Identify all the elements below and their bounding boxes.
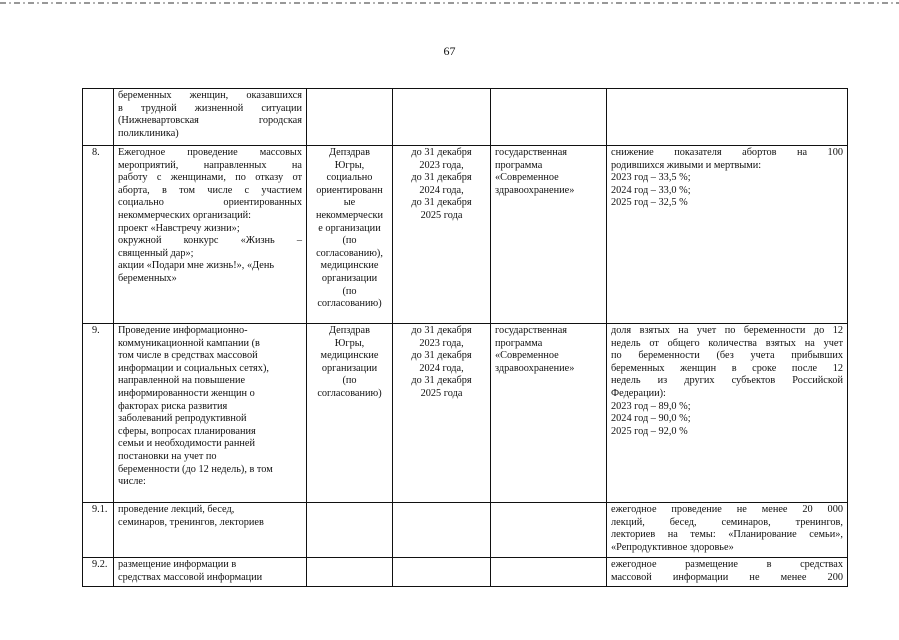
text-line: до 31 декабря	[411, 375, 472, 387]
text-line: ежегодное проведение не менее 20 000	[611, 504, 843, 515]
text-line: проведение лекций, бесед,	[118, 504, 235, 515]
text-line: семьи и необходимости ранней	[118, 438, 255, 450]
text-line: работу с женщинами, по отказу от	[118, 172, 302, 184]
text-line: социально	[326, 172, 373, 184]
result-cell	[607, 146, 848, 324]
text-line: до 31 декабря	[411, 172, 472, 184]
text-line: медицинские	[320, 350, 379, 362]
row-number-cell: 9.1.	[83, 503, 114, 558]
row-number-cell: 8.	[83, 146, 114, 324]
text-line: факторах риска развития	[118, 400, 228, 412]
text-line: 2023 года,	[419, 159, 464, 171]
text-line: родившихся живыми и мертвыми:	[611, 159, 762, 171]
text-line: ые	[343, 197, 356, 209]
text-line: программа	[495, 337, 543, 349]
result-cell	[607, 558, 848, 587]
text-line: некоммерчески	[315, 209, 384, 221]
row-number-cell: 9.2.	[83, 558, 114, 587]
text-line: доля взятых на учет по беременности до 12	[611, 325, 843, 336]
text-line: числе:	[118, 476, 146, 488]
program-cell	[491, 146, 607, 324]
measure-cell	[114, 558, 307, 587]
result-cell	[607, 89, 848, 146]
text-line: «Современное	[495, 350, 559, 362]
text-line: 2025 года	[420, 387, 463, 399]
program-cell	[491, 324, 607, 503]
table-row	[83, 89, 848, 146]
text-line: 2025 год – 32,5 %	[611, 197, 688, 209]
text-line: направленной на повышение	[118, 375, 246, 387]
result-cell	[607, 503, 848, 558]
measure-cell	[114, 89, 307, 146]
text-line: ежегодное размещение в средствах	[611, 559, 843, 570]
text-line: 2023 год – 89,0 %;	[611, 400, 691, 412]
row-number-cell: 9.	[83, 324, 114, 503]
text-line: акции «Подари мне жизнь!», «День	[118, 260, 275, 272]
text-line: здравоохранение»	[495, 184, 575, 196]
text-line: проект «Навстречу жизни»;	[118, 222, 240, 234]
text-line: 2024 год – 90,0 %;	[611, 413, 691, 425]
table-row	[83, 558, 848, 587]
text-line: 2024 год – 33,0 %;	[611, 184, 691, 196]
text-line: организации	[321, 362, 378, 374]
executor-cell	[307, 503, 393, 558]
text-line: 2025 год – 92,0 %	[611, 425, 688, 437]
page-number: 67	[443, 44, 456, 58]
text-line: по беременности (без учета прибывших	[611, 350, 843, 362]
text-line: Югры,	[334, 159, 365, 171]
text-line: медицинские	[320, 260, 379, 272]
text-line: заболеваний репродуктивной	[118, 413, 247, 425]
text-line: коммуникационной кампании (в	[118, 337, 260, 349]
executor-cell	[307, 558, 393, 587]
text-line: мероприятий, направленных на	[118, 159, 302, 171]
program-cell	[491, 503, 607, 558]
table-row	[83, 503, 848, 558]
text-line: священный дар»;	[118, 247, 194, 259]
deadline-cell	[393, 146, 491, 324]
measure-cell	[114, 503, 307, 558]
measure-cell	[114, 146, 307, 324]
text-line: до 31 декабря	[411, 197, 472, 209]
text-line: (по	[342, 285, 357, 297]
text-line: 2023 год – 33,5 %;	[611, 172, 691, 184]
table-row	[83, 146, 848, 324]
executor-cell	[307, 89, 393, 146]
text-line: до 31 декабря	[411, 147, 472, 158]
text-line: информации и социальных сетях),	[118, 362, 269, 374]
text-line: некоммерческих организаций:	[118, 209, 251, 221]
text-line: (по	[342, 235, 357, 247]
measure-cell	[114, 324, 307, 503]
text-line: программа	[495, 159, 543, 171]
measures-table-body	[83, 89, 848, 587]
text-line: 2024 года,	[419, 362, 464, 374]
text-line: согласованию)	[317, 298, 382, 310]
text-line: окружной конкурс «Жизнь –	[118, 235, 302, 247]
text-line: семинаров, тренингов, лекториев	[118, 516, 264, 528]
text-line: Югры,	[334, 337, 365, 349]
text-line: недель из других субъектов Российской	[611, 375, 843, 387]
text-line: аборта, в том числе с участием	[118, 184, 302, 196]
executor-cell	[307, 324, 393, 503]
text-line: поликлиника)	[118, 127, 179, 139]
text-line: до 31 декабря	[411, 350, 472, 362]
executor-cell	[307, 146, 393, 324]
text-line: социально ориентированных	[118, 197, 302, 209]
text-line: Ежегодное проведение массовых	[118, 147, 302, 158]
text-line: Проведение информационно-	[118, 325, 248, 336]
text-line: в трудной жизненной ситуации	[118, 102, 302, 114]
table-row	[83, 324, 848, 503]
text-line: 2024 года,	[419, 184, 464, 196]
text-line: «Современное	[495, 172, 559, 184]
text-line: беременных женщин, оказавшихся	[118, 90, 302, 101]
result-cell	[607, 324, 848, 503]
row-number-cell	[83, 89, 114, 146]
text-line: средствах массовой информации	[118, 571, 263, 583]
text-line: е организации	[318, 222, 381, 234]
text-line: снижение показателя абортов на 100	[611, 147, 843, 158]
text-line: беременных женщин в сроке после 12	[611, 362, 843, 374]
text-line: беременных»	[118, 272, 177, 284]
text-line: здравоохранение»	[495, 362, 575, 374]
text-line: государственная	[495, 147, 568, 158]
text-line: (Нижневартовская городская	[118, 115, 302, 127]
text-line: согласованию)	[317, 387, 382, 399]
text-line: 2025 года	[420, 209, 463, 221]
text-line: государственная	[495, 325, 568, 336]
text-line: Депздрав	[329, 325, 370, 336]
text-line: до 31 декабря	[411, 325, 472, 336]
text-line: массовой информации не менее 200	[611, 571, 843, 583]
scan-artifact-line	[0, 2, 899, 4]
deadline-cell	[393, 89, 491, 146]
text-line: том числе в средствах массовой	[118, 350, 258, 362]
text-line: «Репродуктивное здоровье»	[611, 541, 734, 553]
program-cell	[491, 89, 607, 146]
text-line: лекций, бесед, семинаров, тренингов,	[611, 516, 843, 528]
deadline-cell	[393, 324, 491, 503]
text-line: размещение информации в	[118, 559, 237, 570]
deadline-cell	[393, 558, 491, 587]
measures-table	[82, 88, 848, 587]
text-line: ориентированн	[316, 184, 383, 196]
text-line: сферы, вопросах планирования	[118, 425, 256, 437]
text-line: информированности женщин о	[118, 387, 255, 399]
text-line: Депздрав	[329, 147, 370, 158]
text-line: недель от общего количества взятых на учет	[611, 337, 843, 349]
text-line: Федерации):	[611, 387, 666, 399]
text-line: согласованию),	[316, 247, 383, 259]
text-line: постановки на учет по	[118, 450, 217, 462]
text-line: лекториев на темы: «Планирование семьи»,	[611, 529, 843, 541]
text-line: (по	[342, 375, 357, 387]
deadline-cell	[393, 503, 491, 558]
program-cell	[491, 558, 607, 587]
text-line: 2023 года,	[419, 337, 464, 349]
text-line: организации	[321, 272, 378, 284]
text-line: беременности (до 12 недель), в том	[118, 463, 273, 475]
